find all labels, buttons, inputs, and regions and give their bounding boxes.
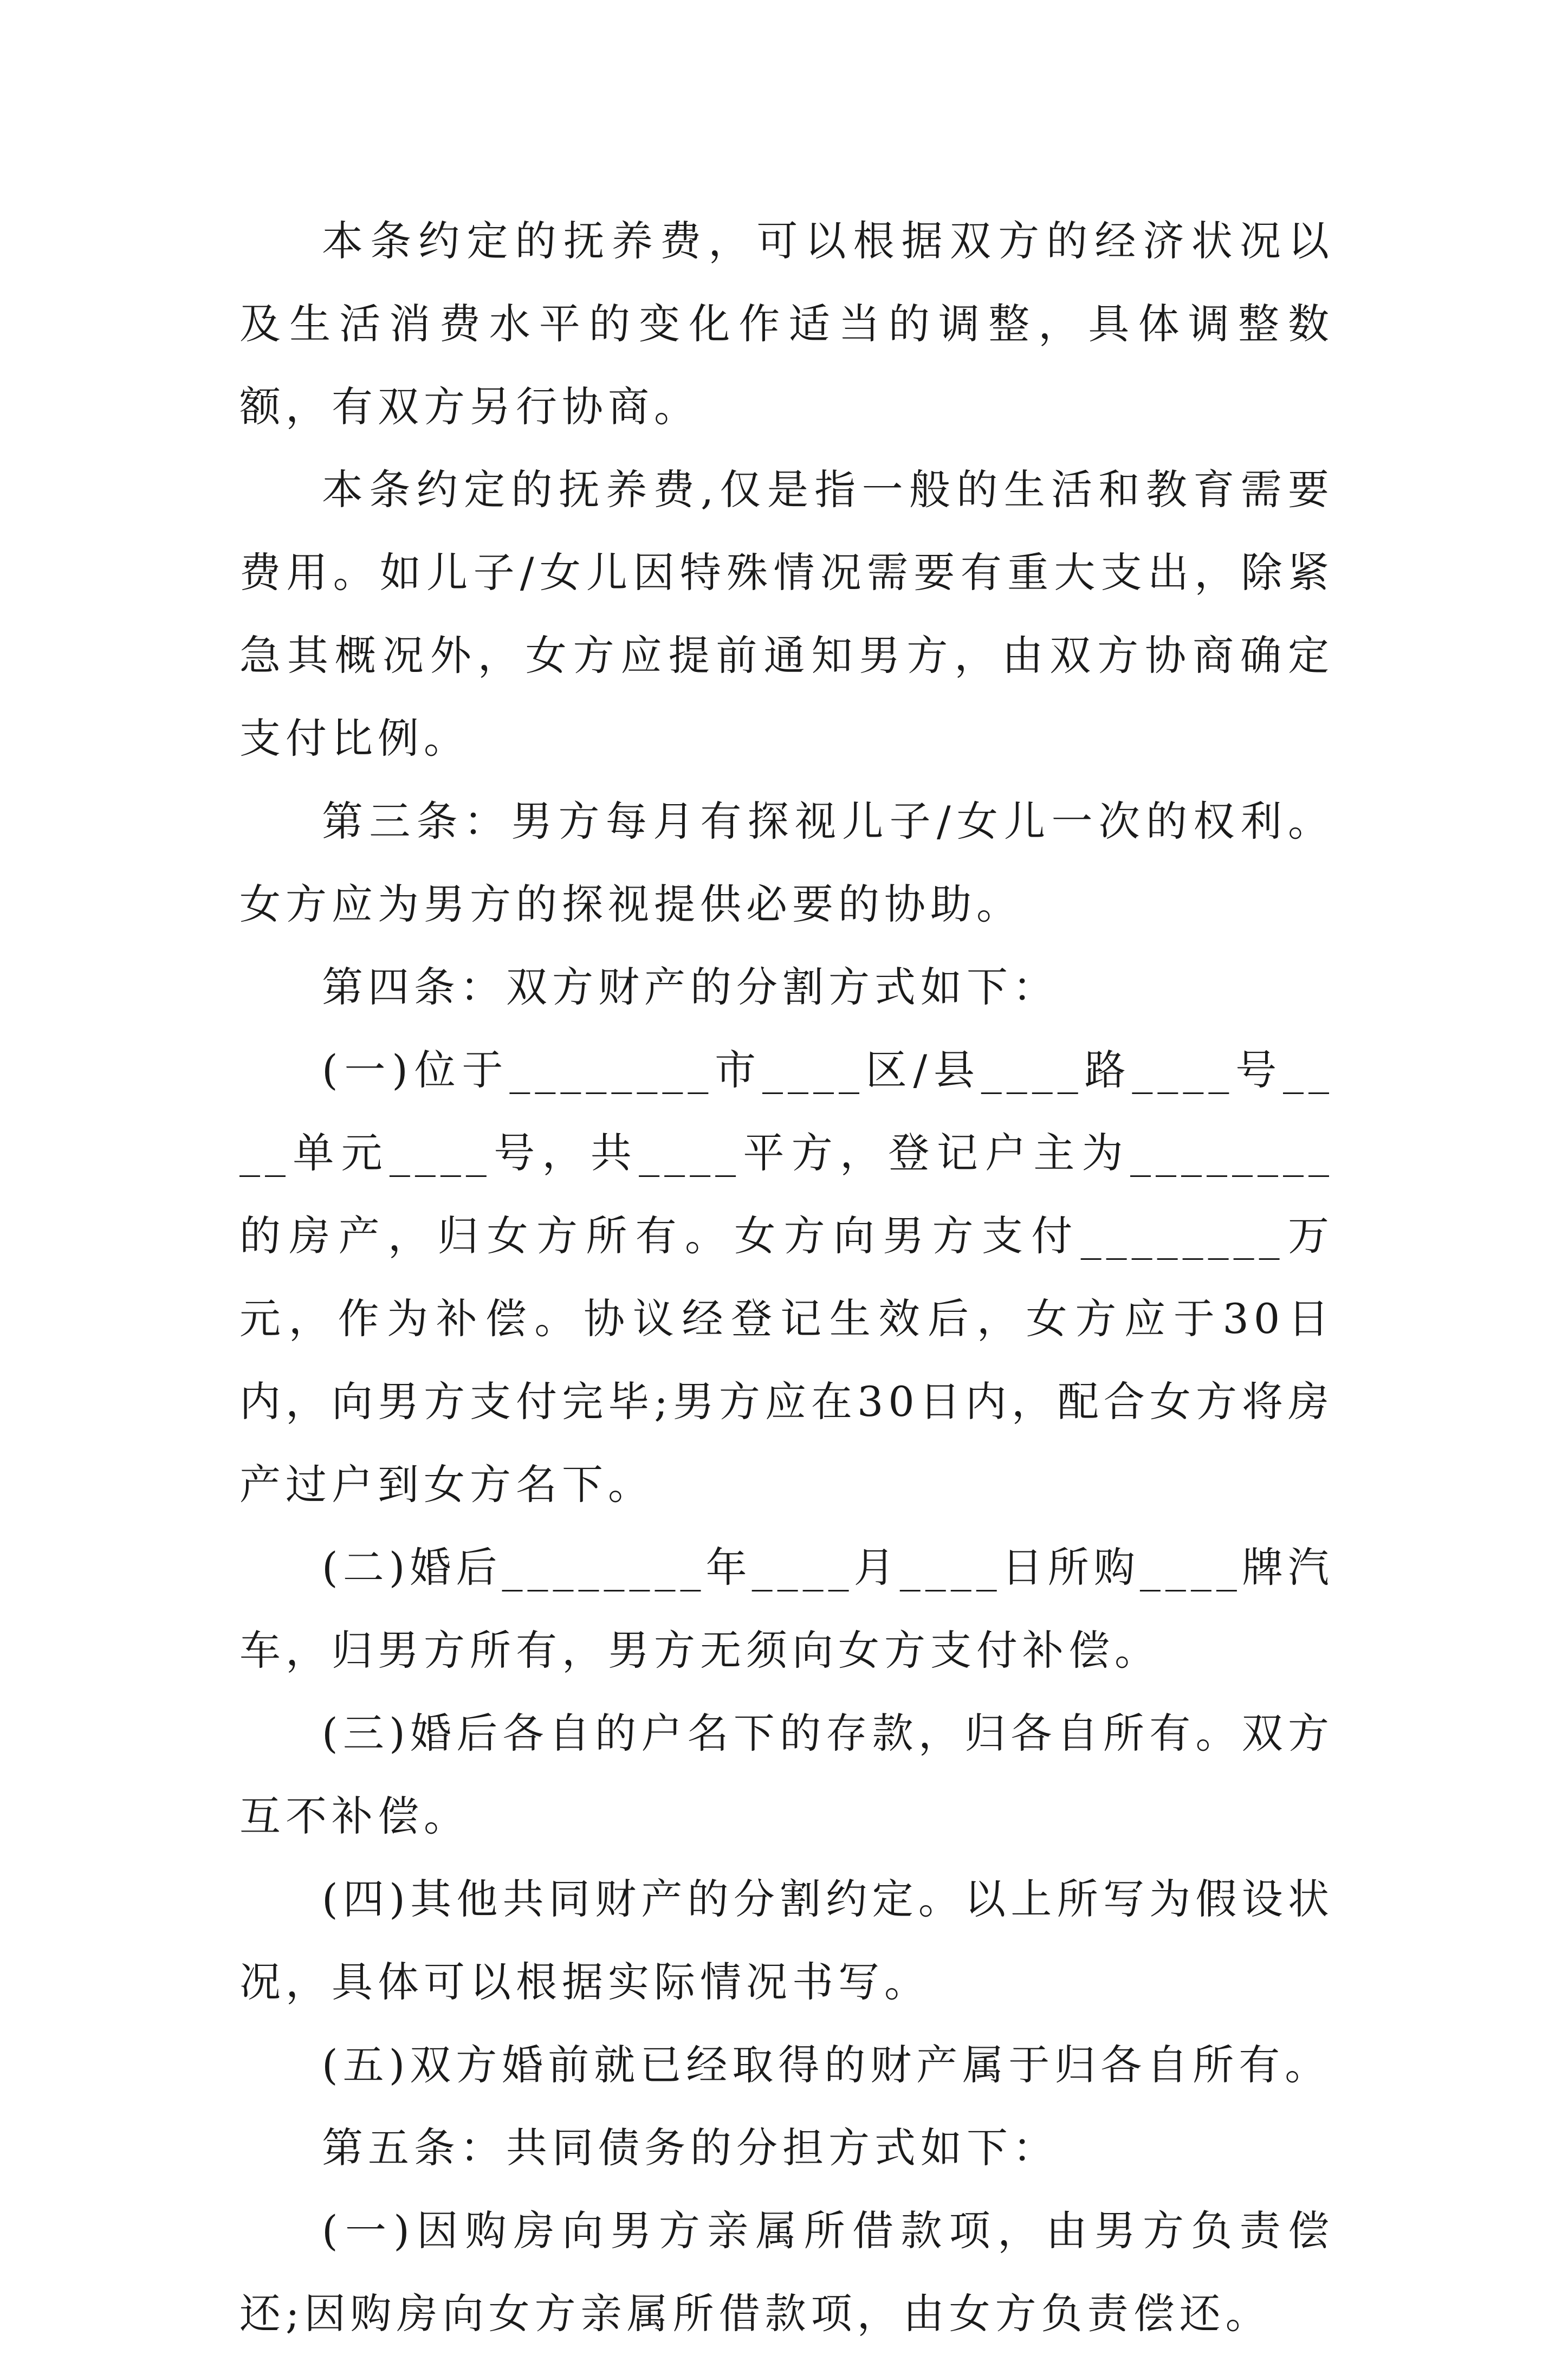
paragraph-article-3-visitation: 第三条：男方每月有探视儿子/女儿一次的权利。女方应为男方的探视提供必要的协助。 [239, 797, 1334, 928]
paragraph-article-4-heading: 第四条：双方财产的分割方式如下： [322, 963, 1059, 1011]
paragraph-article-4-item-3-deposits: (三)婚后各自的户名下的存款，归各自所有。双方互不补偿。 [239, 1709, 1334, 1840]
paragraph-child-support-adjustment: 本条约定的抚养费，可以根据双方的经济状况以及生活消费水平的变化作适当的调整，具体调整数额，有双方另行协商。 [239, 217, 1334, 431]
paragraph-article-5-heading: 第五条：共同债务的分担方式如下： [322, 2124, 1059, 2172]
paragraph-article-4-item-5-premarital: (五)双方婚前就已经取得的财产属于归各自所有。 [322, 2041, 1331, 2089]
paragraph-article-5-item-1-loans: (一)因购房向男方亲属所借款项，由男方负责偿还;因购房向女方亲属所借款项，由女方负责偿还。 [239, 2207, 1334, 2338]
document-body [239, 199, 1334, 2355]
paragraph-article-4-item-2-car: (二)婚后________年____月____日所购____牌汽车，归男方所有，男方无须向女方支付补偿。 [239, 1543, 1334, 1674]
paragraph-child-support-scope: 本条约定的抚养费,仅是指一般的生活和教育需要费用。如儿子/女儿因特殊情况需要有重大支出，除紧急其概况外，女方应提前通知男方，由双方协商确定支付比例。 [239, 465, 1334, 762]
paragraph-article-4-item-1-house: (一)位于________市____区/县____路____号____单元____号，共____平方，登记户主为________的房产，归女方所有。女方向男方支付________万元，作为补偿。协议经登记生效后，女方应于30日内，向男方支付完毕;男方应在30日内，配合女方将房产过户到女方名下。 [239, 1046, 1334, 1509]
paragraph-article-4-item-4-other: (四)其他共同财产的分割约定。以上所写为假设状况，具体可以根据实际情况书写。 [239, 1875, 1334, 2006]
